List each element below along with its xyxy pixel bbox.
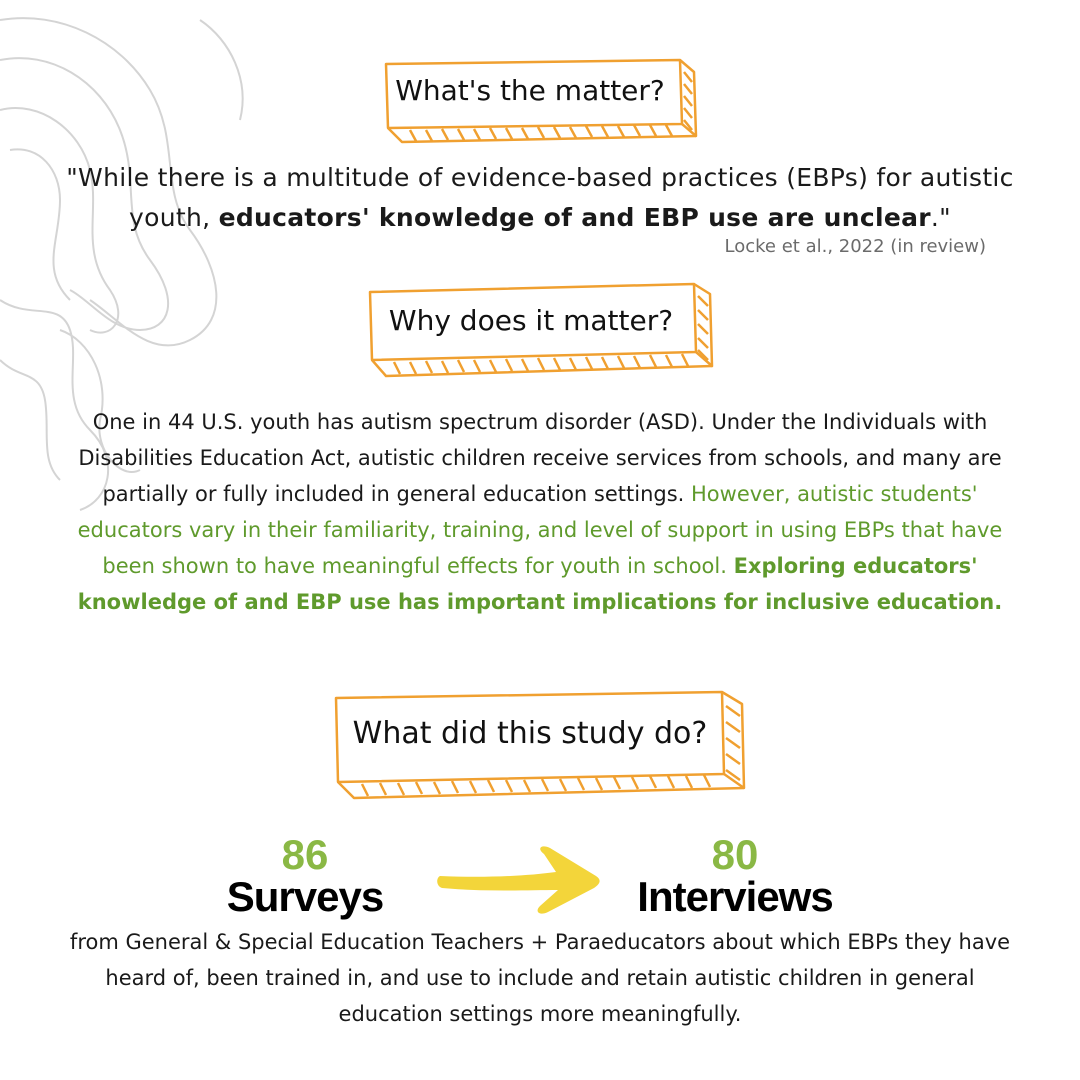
section-title-1: What's the matter? [395, 74, 665, 107]
section-title-box-3 [332, 690, 752, 810]
interviews-label: Interviews [637, 873, 833, 920]
arrow-right-icon [436, 842, 606, 918]
section-title-box-2 [366, 282, 716, 390]
surveys-label: Surveys [226, 873, 384, 920]
quote-bold: educators' knowledge of and EBP use are unclear [218, 203, 931, 232]
surveys-stat [210, 831, 400, 920]
paragraph-green-bold: Exploring educators' knowledge of and EBP use has important implications for inclusive education. [77, 554, 1003, 614]
study-description: from General & Special Education Teachers + Paraeducators about which EBPs they have heard of, been trained in, and use to include and retain autistic children in general education settings more meaningfully. [69, 930, 1011, 1026]
context-paragraph [60, 404, 1020, 620]
quote-part-1: "While there is a multitude of evidence-based practices (EBPs) for autistic youth, [66, 163, 1014, 232]
section-title-2: Why does it matter? [388, 304, 674, 337]
hatched-box-frame [380, 58, 700, 158]
citation: Locke et al., 2022 (in review) [724, 236, 986, 257]
interviews-stat [620, 831, 850, 920]
quote-part-2: ." [930, 203, 951, 232]
paragraph-plain: One in 44 U.S. youth has autism spectrum disorder (ASD). Under the Individuals with Disabilities Education Act, autistic children receive services from schools, and many are partially or fully included in general education settings. [78, 410, 1002, 506]
surveys-number: 86 [281, 831, 329, 878]
interviews-number: 80 [711, 831, 759, 878]
section-title-3: What did this study do? [352, 716, 708, 751]
quote-text [60, 158, 1020, 238]
section-title-box-1 [380, 58, 700, 158]
paragraph-green: However, autistic students' educators vary in their familiarity, training, and level of support in using EBPs that have been shown to have meaningful effects for youth in school. [77, 482, 1003, 578]
